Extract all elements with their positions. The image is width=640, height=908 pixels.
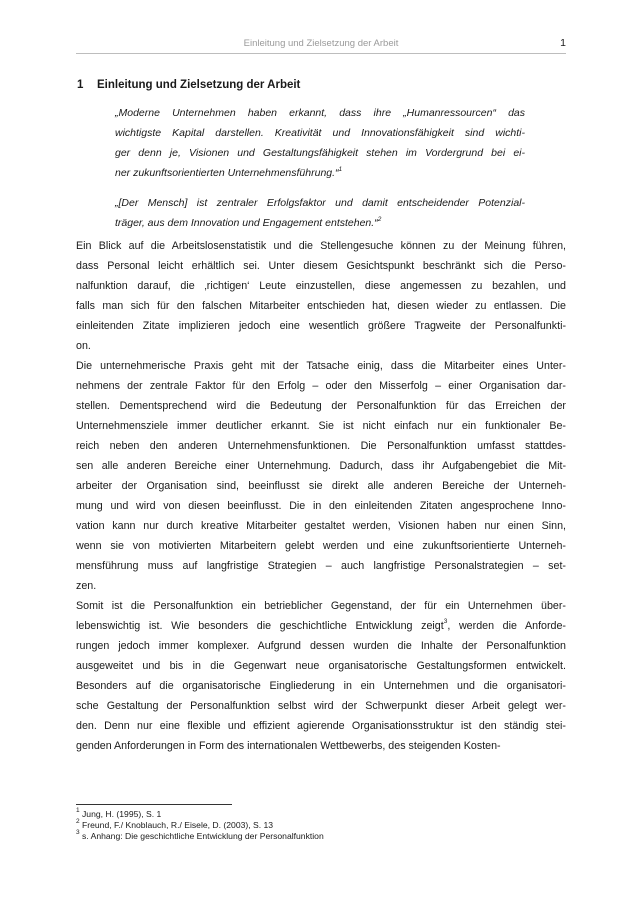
text-line-content: einleitenden Zitate implizieren jedoch eine wesentlich größere Tragweite der Personalfunkti- xyxy=(76,320,566,332)
page-header xyxy=(76,38,566,54)
footnote-text: Freund, F./ Knoblauch, R./ Eisele, D. (2003), S. 13 xyxy=(79,820,274,830)
text-line-content: genden Anforderungen in Form des internationalen Wettbewerbs, des steigenden Kosten- xyxy=(76,740,501,752)
quote-line-text: wichtigste Kapital darstellen. Kreativität und Innovationsfähigkeit sind wichti- xyxy=(115,127,525,139)
footnote-text: Jung, H. (1995), S. 1 xyxy=(79,809,162,819)
text-line-content: arbeiter der Organisation sind, beeinflusst sie direkt alle anderen Bereiche der Unterneh- xyxy=(76,480,566,492)
running-header-title: Einleitung und Zielsetzung der Arbeit xyxy=(243,38,399,49)
text-line xyxy=(76,296,566,316)
footnote-number: 2 xyxy=(76,818,80,826)
footnote-text: s. Anhang: Die geschichtliche Entwicklung der Personalfunktion xyxy=(79,831,324,841)
quote-block xyxy=(115,193,525,233)
text-line-content: ausgeweitet und bis in die Gegenwart neue organisatorische Gestaltungsformen entwickelt. xyxy=(76,660,566,672)
text-line-content: zen. xyxy=(76,580,97,592)
quote-line-text: ner zukunftsorientierten Unternehmensführung.“ xyxy=(115,167,339,179)
section-heading xyxy=(77,79,300,91)
paragraph xyxy=(76,236,566,356)
text-line xyxy=(76,716,566,736)
text-line xyxy=(76,336,566,356)
quote-line xyxy=(115,163,525,183)
text-line xyxy=(76,576,566,596)
quote-line-text: ger denn je, Visionen und Gestaltungsfähigkeit stehen im Vordergrund bei ei- xyxy=(115,147,525,159)
text-line xyxy=(76,396,566,416)
footnote xyxy=(76,820,324,831)
footnotes xyxy=(76,809,324,842)
text-line-content: on. xyxy=(76,340,91,352)
text-line-content: , werden die Anforde- xyxy=(447,620,566,632)
text-line xyxy=(76,656,566,676)
text-line-content: mensführung muss auf langfristige Strategien – auch langfristige Personalstrategien – set- xyxy=(76,560,566,572)
quote-line xyxy=(115,103,525,123)
text-line-content: mung und wird von diesen beeinflusst. Die in den einleitenden Zitaten angesprochene Inno- xyxy=(76,500,566,512)
quote-line-text: „Moderne Unternehmen haben erkannt, dass ihre „Humanressourcen“ das xyxy=(115,107,525,119)
text-line xyxy=(76,436,566,456)
quote-block xyxy=(115,103,525,183)
text-line-content: sen alle anderen Bereiche einer Unternehmung. Dadurch, dass ihr Aufgabengebiet die Mit- xyxy=(76,460,566,472)
text-line xyxy=(76,556,566,576)
text-line xyxy=(76,616,566,636)
section-title: Einleitung und Zielsetzung der Arbeit xyxy=(97,79,301,91)
paragraph xyxy=(76,356,566,596)
text-line-content: rungen jedoch immer komplexer. Aufgrund dessen wurden die Inhalte der Personalfunktion xyxy=(76,640,566,652)
text-line-content: vation kann nur durch kreative Mitarbeiter gestaltet werden, Visionen haben nur einen Sinn, xyxy=(76,520,566,532)
text-line-content: nehmens der zentrale Faktor für den Erfolg – oder den Misserfolg – einer Organisation dar- xyxy=(76,380,566,392)
text-line-content: den. Denn nur eine flexible und effizient agierende Organisationsstruktur ist den ständig stei- xyxy=(76,720,566,732)
footnote-ref: 2 xyxy=(377,215,382,223)
footnote xyxy=(76,831,324,842)
quote-line-text: „[Der Mensch] ist zentraler Erfolgsfaktor und damit entscheidender Potenzial- xyxy=(115,197,525,209)
section-number: 1 xyxy=(77,79,84,91)
paragraph xyxy=(76,596,566,756)
text-line-content: stellen. Dementsprechend wird die Bedeutung der Personalfunktion für das Erreichen der xyxy=(76,400,566,412)
quote-line xyxy=(115,143,525,163)
quote-line xyxy=(115,193,525,213)
footnote-ref: 3 xyxy=(443,618,448,626)
quote-line-text: träger, aus dem Innovation und Engagement entstehen.“ xyxy=(115,217,378,229)
text-line xyxy=(76,696,566,716)
text-line-content: Die unternehmerische Praxis geht mit der Tatsache einig, dass die Mitarbeiter eines Unter- xyxy=(76,360,566,372)
text-line xyxy=(76,316,566,336)
text-line-content: sche Gestaltung der Personalfunktion selbst wird der Schwerpunkt dieser Arbeit gelegt wer- xyxy=(76,700,566,712)
text-line xyxy=(76,476,566,496)
text-line xyxy=(76,376,566,396)
text-line xyxy=(76,276,566,296)
text-line xyxy=(76,536,566,556)
quote-line xyxy=(115,123,525,143)
text-line-content: lebenswichtig ist. Wie besonders die geschichtliche Entwicklung zeigt xyxy=(76,620,444,632)
footnote-divider xyxy=(76,804,232,805)
footnote xyxy=(76,809,324,820)
footnote-number: 1 xyxy=(76,807,80,815)
text-line xyxy=(76,596,566,616)
text-line-content: Unternehmensziele immer deutlicher erkannt. Sie ist nicht einfach nur ein funktionaler Be- xyxy=(76,420,566,432)
text-line xyxy=(76,416,566,436)
text-line xyxy=(76,636,566,656)
text-line xyxy=(76,736,566,756)
text-line-content: reich neben den anderen Unternehmensfunktionen. Die Personalfunktion umfasst stattdes- xyxy=(76,440,566,452)
text-line-content: nalfunktion darauf, die ‚richtigen‘ Leute einzustellen, diese angemessen zu bezahlen, und xyxy=(76,280,566,292)
text-line-content: Ein Blick auf die Arbeitslosenstatistik und die Stellengesuche können zu der Meinung führen, xyxy=(76,240,566,252)
text-line xyxy=(76,236,566,256)
text-line-content: wenn sie von motivierten Mitarbeitern gelebt werden und eine zukunftsorientierte Unterneh- xyxy=(76,540,566,552)
text-line-content: dass Personal leicht erhältlich sei. Unter diesem Gesichtspunkt beschränkt sich die Perso- xyxy=(76,260,566,272)
header-divider xyxy=(76,53,566,54)
text-line-content: falls man sich für den falschen Mitarbeiter entschieden hat, diesen wieder zu entlassen. Die xyxy=(76,300,566,312)
text-line xyxy=(76,516,566,536)
text-line-content: Somit ist die Personalfunktion ein betrieblicher Gegenstand, der für ein Unternehmen über- xyxy=(76,600,566,612)
text-line xyxy=(76,256,566,276)
text-line xyxy=(76,676,566,696)
page-number: 1 xyxy=(560,37,566,49)
footnote-ref: 1 xyxy=(338,165,343,173)
text-line xyxy=(76,456,566,476)
footnote-number: 3 xyxy=(76,829,80,837)
quote-line xyxy=(115,213,525,233)
body-text xyxy=(76,236,566,756)
text-line-content: Besonders auf die organisatorische Eingliederung in ein Unternehmen und die organisatori- xyxy=(76,680,566,692)
text-line xyxy=(76,496,566,516)
text-line xyxy=(76,356,566,376)
